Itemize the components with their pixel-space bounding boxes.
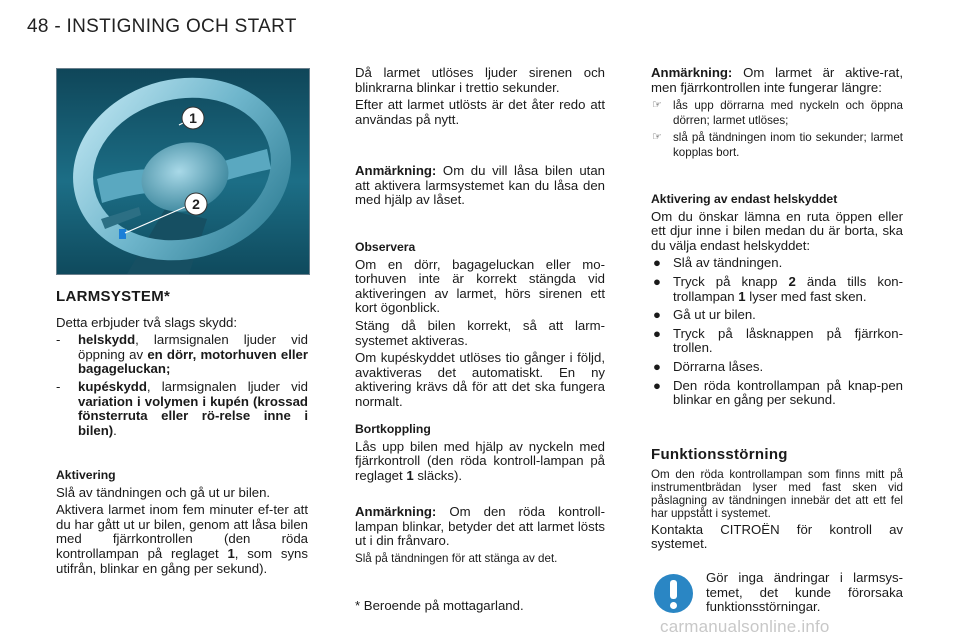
paragraph: Stäng då bilen korrekt, så att larm-systemet aktiveras. [355, 317, 605, 348]
page-number: 48 [27, 16, 49, 37]
note-paragraph: Anmärkning: Om du vill låsa bilen utan att aktivera larmsystemet kan du låsa den med hjälp av låset. [355, 163, 605, 208]
malfunction-heading: Funktionsstörning [651, 446, 788, 463]
intro-text: Detta erbjuder två slags skydd: [56, 314, 238, 330]
list-item: ☞ slå på tändningen inom tio sekunder; larmet kopplas bort. [652, 131, 903, 159]
paragraph: Lås upp bilen med hjälp av nyckeln med fjärrkontroll (den röda kontroll-lampan på reglaget 1 släcks). [355, 438, 605, 483]
list-item: ● Den röda kontrollampan på knap-pen blinkar en gång per sekund. [653, 377, 903, 408]
activation-paragraph: Slå av tändningen och gå ut ur bilen. [56, 484, 271, 500]
list-item: ● Dörrarna låses. [653, 358, 764, 374]
list-item: - helskydd, larmsignalen ljuder vid öppning av en dörr, motorhuven eller bagageluckan; [56, 332, 308, 377]
disconnect-block [355, 422, 605, 483]
observe-heading: Observera [355, 240, 416, 254]
note-paragraph: Anmärkning: Om den röda kontroll-lampan blinkar, betyder det att larmet lösts ut i din frånvaro. [355, 504, 605, 549]
activation-block [56, 468, 308, 576]
bullet-icon: ● [653, 273, 661, 289]
paragraph: Efter att larmet utlösts är det åter redo att användas på nytt. [355, 97, 605, 127]
control-lamp-shape [119, 229, 126, 239]
page-title: INSTIGNING OCH START [66, 16, 297, 37]
list-item: ● Gå ut ur bilen. [653, 307, 756, 323]
paragraph: Om en dörr, bagageluckan eller mo-torhuven inte är korrekt stängda vid aktiveringen av larmet, hörs sirenen ett kort ögonblick. [355, 256, 605, 316]
note-block [355, 164, 605, 208]
exclamation-bar-shape [670, 580, 677, 599]
pointing-hand-icon: ☞ [652, 131, 662, 144]
protection-list [56, 333, 308, 438]
activation-paragraph: Aktivera larmet inom fem minuter ef-ter att du har gått ut ur bilen, genom att låsa bilen med fjärrkontrollen (den röda kontrollampan på reglaget 1, som syns utifrån, blinkar en gång per sekund). [56, 502, 308, 576]
note-paragraph: Anmärkning: Om larmet är aktive-rat, men fjärrkontrollen inte fungerar längre: [651, 65, 903, 95]
paragraph: Då larmet utlöses ljuder sirenen och blinkrarna blinkar i trettio sekunder. [355, 65, 605, 95]
watermark-text: carmanualsonline.info [660, 617, 830, 636]
warning-text: Gör inga ändringar i larmsys-temet, det kunde förorsaka funktionsstörningar. [706, 570, 903, 615]
paragraph: Om du önskar lämna en ruta öppen eller ett djur inne i bilen medan du är borta, ska du välja endast helskyddet: [651, 208, 903, 253]
paragraph: Kontakta CITROËN för kontroll av systemet. [651, 521, 903, 552]
footnote: * Beroende på mottagarland. [355, 598, 524, 613]
column-right [651, 66, 903, 160]
perimeter-heading: Aktivering av endast helskyddet [651, 192, 838, 206]
bullet-icon: ● [653, 255, 661, 271]
list-marker: - [56, 332, 61, 348]
list-item: ● Slå av tändningen. [653, 255, 783, 271]
steering-wheel-figure [56, 68, 310, 275]
perimeter-steps-list [651, 256, 903, 407]
bullet-icon: ● [653, 377, 661, 393]
exclamation-dot-shape [670, 602, 677, 609]
list-marker: - [56, 378, 61, 394]
note-small-text: Slå på tändningen för att stänga av det. [355, 551, 558, 565]
malfunction-block [651, 448, 903, 552]
section-title-larmsystem: LARMSYSTEM* [56, 288, 171, 305]
stalk-lever-shape [101, 207, 141, 229]
bullet-icon: ● [653, 307, 661, 323]
note2-block [355, 505, 605, 565]
malfunction-small-text: Om den röda kontrollampan som finns mitt på instrumentbrädan lyser med fast sken vid påslagning av tändningen innebär det att ett fel har uppstått i systemet. [651, 467, 903, 520]
column-left [56, 290, 308, 438]
list-item: ● Tryck på låsknappen på fjärrkon-trollen. [653, 325, 903, 356]
perimeter-block [651, 192, 903, 408]
remote-fail-list [651, 98, 903, 159]
observe-block [355, 240, 605, 410]
callout-2-label: 2 [192, 196, 200, 212]
header-separator: - [48, 16, 67, 37]
activation-heading: Aktivering [56, 468, 116, 482]
list-item: ☞ lås upp dörrarna med nyckeln och öppna dörren; larmet utlöses; [652, 99, 903, 127]
pointing-hand-icon: ☞ [652, 99, 662, 112]
disconnect-heading: Bortkoppling [355, 422, 431, 436]
steering-wheel-illustration [57, 69, 309, 274]
callout-1-label: 1 [189, 110, 197, 126]
page-header [27, 16, 297, 38]
column-middle [355, 66, 605, 127]
paragraph: Om kupéskyddet utlöses tio gånger i följd, avaktiveras det automatiskt. En ny aktivering krävs då för att det ska fungera normalt. [355, 350, 605, 409]
list-item: - kupéskydd, larmsignalen ljuder vid variation i volymen i kupén (krossad fönsterruta eller rö-relse inne i bilen). [56, 378, 308, 438]
list-item: ● Tryck på knapp 2 ända tills kon-trollampan 1 lyser med fast sken. [653, 273, 903, 304]
bullet-icon: ● [653, 325, 661, 341]
bullet-icon: ● [653, 358, 661, 374]
